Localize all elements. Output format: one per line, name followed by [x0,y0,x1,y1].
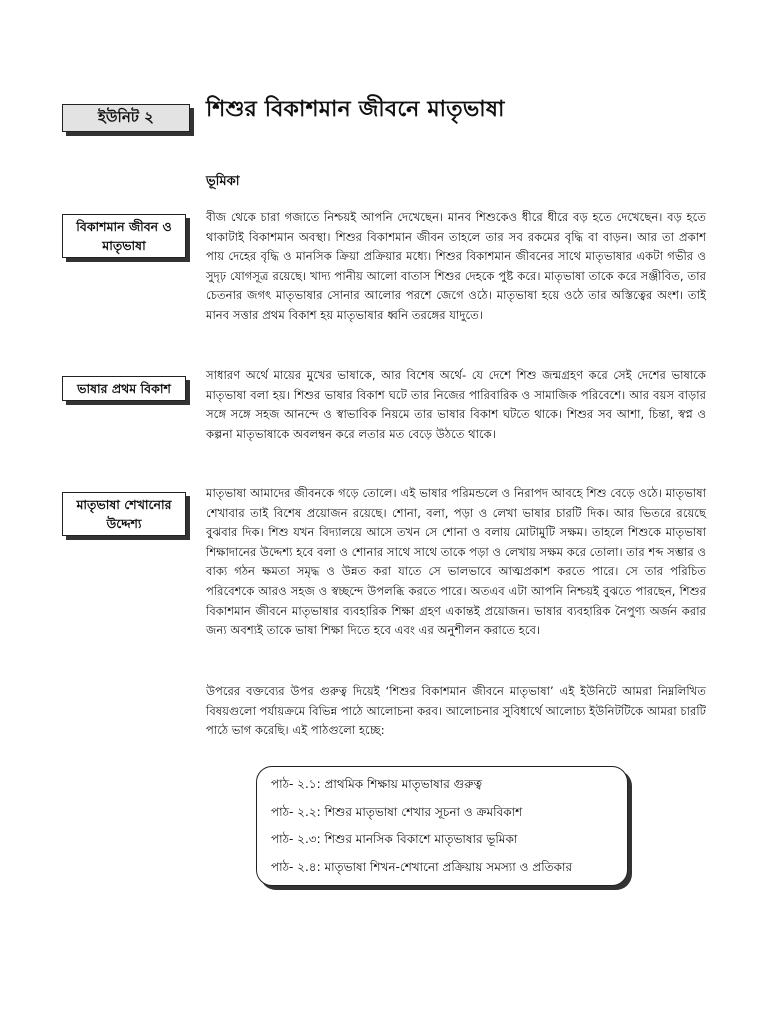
side-label-teaching-purpose [62,492,186,536]
lesson-item: পাঠ- ২.৪: মাতৃভাষা শিখন-শেখানো প্রক্রিয়ায় সমস্যা ও প্রতিকার [271,859,573,874]
side-label-development [62,214,186,258]
paragraph-teaching-purpose: মাতৃভাষা আমাদের জীবনকে গড়ে তোলে। এই ভাষার পরিমন্ডলে ও নিরাপদ আবহে শিশু বেড়ে ওঠে। মাতৃভাষা শেখাবার তাই বিশেষ প্রয়োজন রয়েছে। শোনা, বলা, পড়া ও লেখা ভাষার চারটি দিক। আর ভিতরে রয়েছে বুঝবার দিক। শিশু যখন বিদ্যালয়ে আসে তখন সে শোনা ও বলায় মোটামুটি সক্ষম। তাহলে শিশুকে মাতৃভাষা শিক্ষাদানের উদ্দেশ্য হবে বলা ও শোনার সাথে সাথে তাকে পড়া ও লেখায় সক্ষম করে তোলা। তার শব্দ সম্ভার ও বাক্য গঠন ক্ষমতা সমৃদ্ধ ও উন্নত করা যাতে সে ভালভাবে আত্মপ্রকাশ করতে পারে। সে তার পরিচিত পরিবেশকে আরও সহজ ও স্বচ্ছন্দে উপলব্ধি করতে পারে। অতএব এটা আপনি নিশ্চয়ই বুঝতে পারছেন, শিশুর বিকাশমান জীবনে মাতৃভাষার ব্যবহারিক শিক্ষা গ্রহণ একান্তই প্রয়োজন। ভাষার ব্যবহারিক নৈপুণ্য অর্জন করার জন্য অবশ্যই তাকে ভাষা শিক্ষা দিতে হবে এবং এর অনুশীলন করাতে হবে। [206,486,706,638]
paragraph-first-development: সাধারণ অর্থে মায়ের মুখের ভাষাকে, আর বিশেষ অর্থে- যে দেশে শিশু জন্মগ্রহণ করে সেই দেশের ভাষাকে মাতৃভাষা বলা হয়। শিশুর ভাষার বিকাশ ঘটে তার নিজের পারিবারিক ও সামাজিক পরিবেশে। আর বয়স বাড়ার সঙ্গে সঙ্গে সহজ আনন্দে ও স্বাভাবিক নিয়মে তার ভাষার বিকাশ ঘটতে থাকে। শিশুর সব আশা, চিন্তা, স্বপ্ন ও কল্পনা মাতৃভাষাকে অবলম্বন করে লতার মত বেড়ে উঠতে থাকে। [206,368,706,441]
side-label-first-development [62,376,186,401]
side-label-line: ভাষার প্রথম বিকাশ [77,381,171,396]
side-label-line: মাতৃভাষা শেখানোর [76,497,172,512]
unit-label-box [62,104,190,132]
side-label-line: মাতৃভাষা [102,238,146,253]
lesson-item: পাঠ- ২.৩: শিশুর মানসিক বিকাশে মাতৃভাষার ভূমিকা [271,832,518,846]
paragraph-development: বীজ থেকে চারা গজাতে নিশ্চয়ই আপনি দেখেছেন। মানব শিশুকেও ধীরে ধীরে বড় হতে দেখেছেন। বড় হতে থাকাটাই বিকাশমান অবস্থা। শিশুর বিকাশমান জীবন তাহলে তার সব রকমের বৃদ্ধি বা বাড়ন। আর তা প্রকাশ পায় দেহের বৃদ্ধি ও মানসিক ক্রিয়া প্রক্রিয়ার মধ্যে। শিশুর বিকাশমান জীবনের সাথে মাতৃভাষার একটা গভীর ও সুদৃঢ় যোগসূত্র রয়েছে। খাদ্য পানীয় আলো বাতাস শিশুর দেহকে পুষ্ট করে। মাতৃভাষা তাকে করে সঞ্জীবিত, তার চেতনার জগৎ মাতৃভাষার সোনার আলোর পরশে জেগে ওঠে। মাতৃভাষা হয়ে ওঠে তার অস্তিত্বের অংশ। তাই মানব সত্তার প্রথম বিকাশ হয় মাতৃভাষার ধ্বনি তরঙ্গের যাদুতে। [206,210,706,322]
side-label-line: বিকাশমান জীবন ও [76,219,172,234]
unit-label: ইউনিট ২ [98,107,154,126]
page-title: শিশুর বিকাশমান জীবনে মাতৃভাষা [206,97,505,122]
intro-heading: ভূমিকা [206,174,240,189]
side-label-line: উদ্দেশ্য [106,516,142,531]
lesson-list-box [256,766,628,886]
paragraph-unit-overview: উপরের বক্তব্যের উপর গুরুত্ব দিয়েই ‘শিশুর বিকাশমান জীবনে মাতৃভাষা’ এই ইউনিটে আমরা নিম্নলিখিত বিষয়গুলো পর্যায়ক্রমে বিভিন্ন পাঠে আলোচনা করব। আলোচনার সুবিধার্থে আলোচ্য ইউনিটটিকে আমরা চারটি পাঠে ভাগ করেছি। এই পাঠগুলো হচ্ছে: [206,684,706,738]
lesson-item: পাঠ- ২.১: প্রাথমিক শিক্ষায় মাতৃভাষার গুরুত্ব [271,777,483,791]
lesson-item: পাঠ- ২.২: শিশুর মাতৃভাষা শেখার সূচনা ও ক্রমবিকাশ [271,804,523,819]
